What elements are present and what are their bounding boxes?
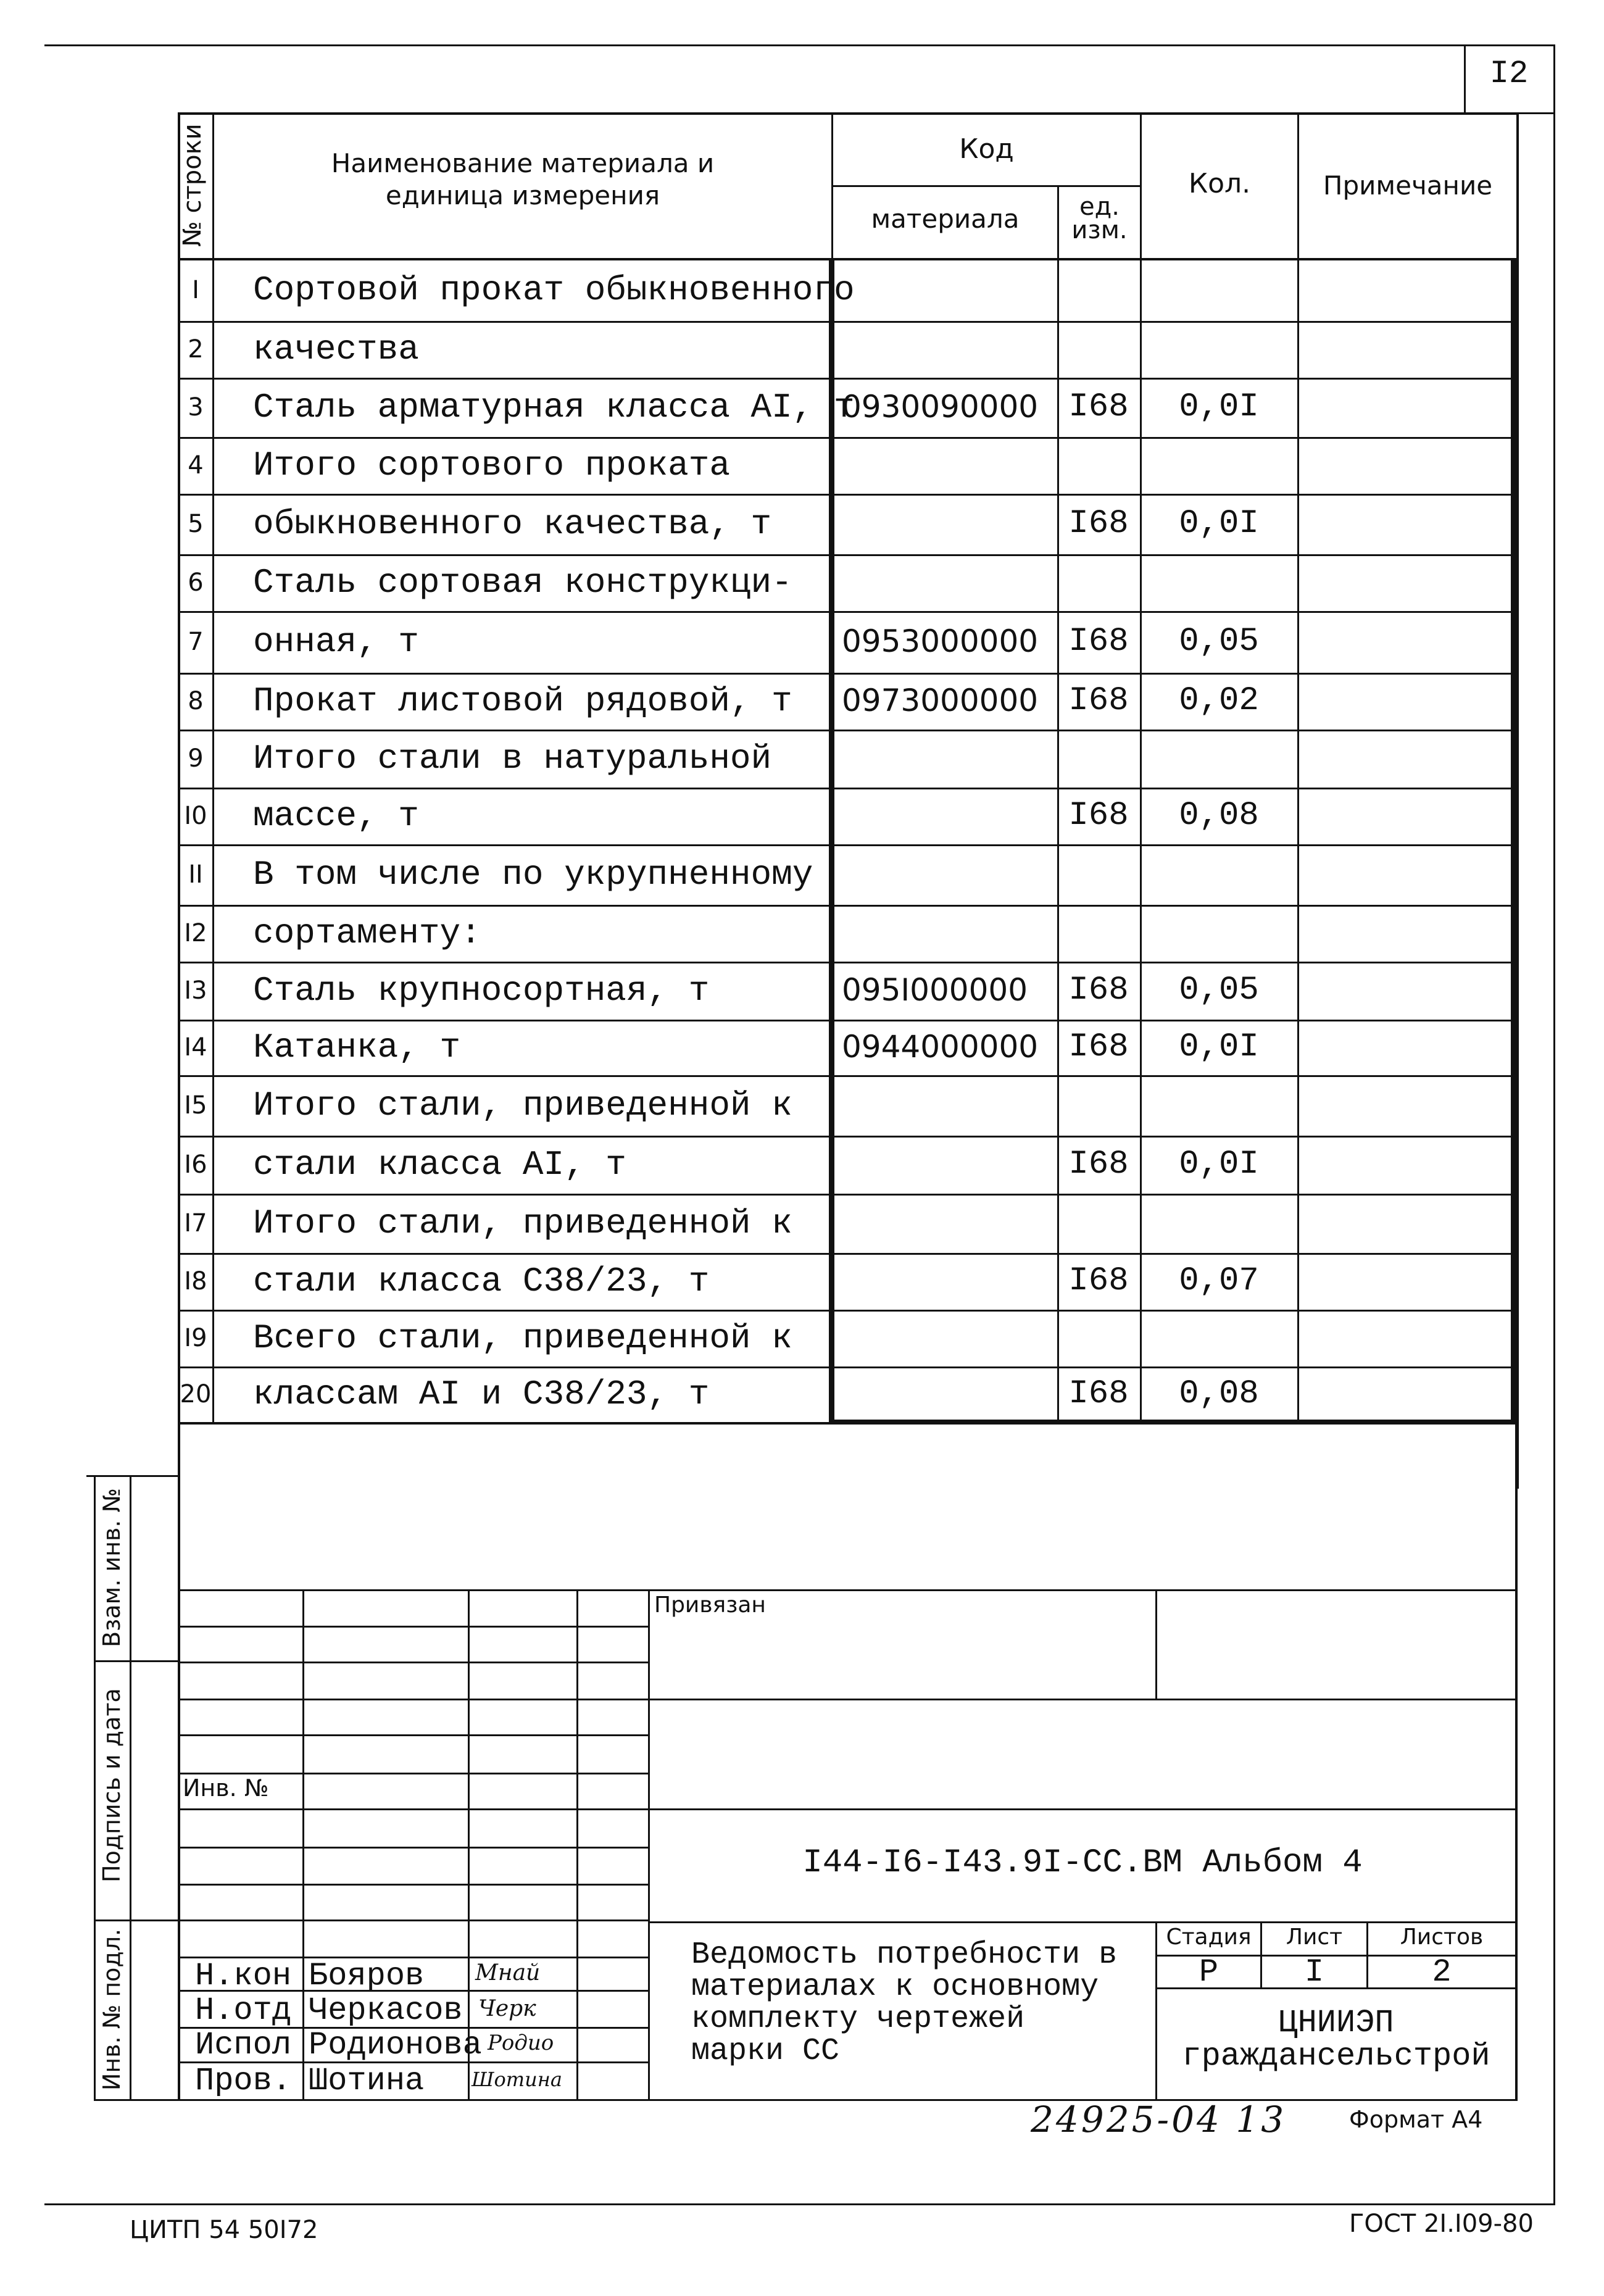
sign-name-2: Черкасов [309, 1992, 463, 2029]
row-quantity: 0,0I [1179, 505, 1259, 543]
row-material-name: Сталь арматурная класса AI, т [253, 388, 855, 427]
sheet-value: I [1304, 1954, 1324, 1990]
row-material-name: стали класса AI, т [253, 1145, 626, 1184]
left-code: ЦИТП 54 50I72 [130, 2216, 318, 2244]
signature-2: Черк [478, 1996, 536, 2021]
row-unit-code: I68 [1068, 797, 1129, 834]
inv-no-label: Инв. № [183, 1774, 269, 1802]
privyazan-label: Привязан [654, 1592, 766, 1618]
row-number: 8 [188, 687, 204, 715]
row-material-code: 0953000000 [842, 623, 1039, 659]
row-number: 7 [188, 628, 204, 656]
row-material-name: Катанка, т [253, 1028, 461, 1067]
row-quantity: 0,05 [1179, 971, 1259, 1009]
row-quantity: 0,0I [1179, 1028, 1259, 1066]
sign-role-1: Н.кон [195, 1958, 292, 1994]
row-number: 4 [188, 451, 204, 480]
row-material-name: В том числе по укрупненному [253, 855, 813, 894]
row-material-name: сортаменту: [253, 913, 481, 953]
row-material-name: онная, т [253, 622, 419, 662]
row-quantity: 0,08 [1179, 797, 1259, 834]
row-material-code: 0944000000 [842, 1029, 1039, 1065]
row-material-name: Сталь сортовая конструкци- [253, 563, 792, 602]
row-material-name: Итого стали в натуральной [253, 739, 772, 778]
sign-name-3: Родионова [309, 2027, 482, 2063]
signature-1: Мнай [475, 1960, 541, 1986]
row-material-code: 0973000000 [842, 683, 1039, 718]
row-unit-code: I68 [1068, 682, 1129, 720]
sheet-number: I2 [1489, 56, 1529, 92]
organization-line1: ЦНИИЭП [1278, 2005, 1394, 2041]
row-material-name: Сортовой прокат обыкновенного [253, 270, 855, 310]
row-quantity: 0,0I [1179, 388, 1259, 426]
designation: I44-I6-I43.9I-СС.ВМ Альбом 4 [802, 1844, 1363, 1882]
row-material-code: 0930090000 [842, 389, 1039, 425]
side-label-podpis: Подпись и дата [98, 1688, 125, 1882]
header-name-line2: единица измерения [385, 180, 660, 210]
row-number: I [192, 276, 199, 304]
stage-label: Стадия [1166, 1924, 1252, 1950]
row-material-name: Итого стали, приведенной к [253, 1204, 792, 1243]
row-unit-code: I68 [1068, 1375, 1129, 1413]
side-label-inv: Инв. № подл. [98, 1928, 125, 2091]
row-quantity: 0,02 [1179, 682, 1259, 720]
row-number: I4 [184, 1033, 207, 1062]
row-number: I7 [184, 1209, 207, 1237]
row-unit-code: I68 [1068, 505, 1129, 543]
row-number: I9 [184, 1324, 207, 1352]
sign-name-1: Бояров [309, 1958, 425, 1994]
sheet-label: Лист [1286, 1924, 1343, 1950]
row-material-name: качества [253, 330, 419, 369]
row-material-name: Прокат листовой рядовой, т [253, 681, 792, 721]
row-number: 5 [188, 510, 204, 538]
sign-role-4: Пров. [195, 2063, 292, 2099]
header-code-material: материала [871, 204, 1020, 234]
sign-name-4: Шотина [309, 2063, 425, 2099]
row-unit-code: I68 [1068, 1028, 1129, 1066]
sheets-label: Листов [1400, 1924, 1484, 1950]
row-quantity: 0,05 [1179, 623, 1259, 660]
document-title: Ведомость потребности в материалах к основному комплекту чертежей марки СС [691, 1937, 1118, 2069]
row-unit-code: I68 [1068, 1146, 1129, 1183]
header-name-line1: Наименование материала и [331, 148, 715, 178]
sheets-value: 2 [1432, 1954, 1452, 1990]
row-number: II [188, 860, 203, 889]
row-unit-code: I68 [1068, 388, 1129, 426]
row-number: 9 [188, 744, 204, 773]
row-number: I2 [184, 919, 207, 947]
sign-role-3: Испол [195, 2027, 292, 2063]
row-number: I5 [184, 1091, 207, 1120]
header-note: Примечание [1323, 170, 1493, 201]
row-number: I8 [184, 1267, 207, 1296]
signature-3: Родио [488, 2031, 554, 2055]
row-quantity: 0,0I [1179, 1146, 1259, 1183]
handwritten-number: 24925-04 13 [1031, 2098, 1287, 2140]
format-label: Формат А4 [1349, 2106, 1483, 2133]
row-number: I6 [184, 1150, 207, 1179]
row-material-name: Итого сортового проката [253, 446, 730, 485]
header-code-unit-line2: изм. [1071, 216, 1128, 244]
gost-label: ГОСТ 2I.I09-80 [1349, 2210, 1534, 2238]
row-number: 20 [180, 1380, 212, 1408]
header-quantity: Кол. [1188, 168, 1251, 199]
row-number: 3 [188, 393, 204, 422]
sign-role-2: Н.отд [195, 1992, 292, 2029]
row-material-name: классам AI и С38/23, т [253, 1375, 710, 1414]
header-code: Код [959, 133, 1014, 165]
row-quantity: 0,07 [1179, 1262, 1259, 1300]
row-material-name: массе, т [253, 796, 419, 836]
row-number: I3 [184, 976, 207, 1005]
row-number: 2 [188, 335, 204, 364]
row-material-name: Всего стали, приведенной к [253, 1318, 792, 1358]
header-row-number: № строки [178, 123, 207, 247]
side-label-vzam: Взам. инв. № [98, 1488, 125, 1648]
row-material-name: стали класса С38/23, т [253, 1262, 710, 1301]
organization-line2: граждансельстрой [1182, 2038, 1490, 2074]
row-material-name: Сталь крупносортная, т [253, 971, 710, 1010]
row-quantity: 0,08 [1179, 1375, 1259, 1413]
row-unit-code: I68 [1068, 1262, 1129, 1300]
header-code-unit-line1: ед. [1079, 193, 1120, 221]
row-number: I0 [184, 802, 207, 830]
signature-4: Шотина [472, 2068, 562, 2091]
row-material-name: Итого стали, приведенной к [253, 1086, 792, 1125]
stage-value: Р [1199, 1954, 1219, 1990]
row-unit-code: I68 [1068, 971, 1129, 1009]
row-material-code: 095I000000 [842, 972, 1028, 1008]
row-unit-code: I68 [1068, 623, 1129, 660]
row-material-name: обыкновенного качества, т [253, 504, 772, 544]
row-number: 6 [188, 568, 204, 597]
